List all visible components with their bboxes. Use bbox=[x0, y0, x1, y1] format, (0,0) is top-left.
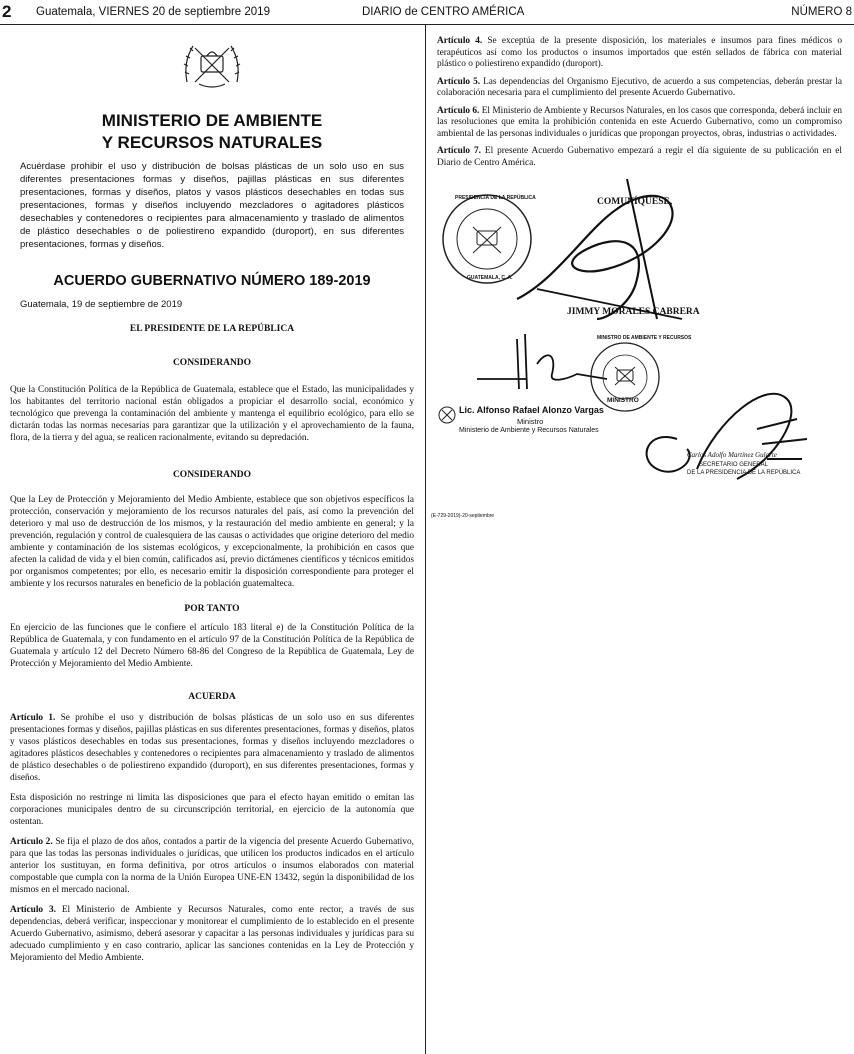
article-5 bbox=[437, 77, 842, 100]
acuerdo-title: ACUERDO GUBERNATIVO NÚMERO 189-2019 bbox=[53, 273, 371, 289]
article-7 bbox=[437, 146, 842, 169]
president-signature bbox=[497, 169, 697, 329]
article-1-text: Se prohíbe el uso y distribución de bolsas plásticas de un solo uso en sus diferentes presentaciones formas y diseños, pajillas plásticas en sus diferentes presentaciones, formas y diseños, platos y vasos plásticos desechables en todas sus presentaciones, formas y diseños incluyendo mezcladores o agitadores plásticos desechables y contenedores o recipientes para almacenamiento y traslado de alimentos de plástico desechables o de poliestireno expandido (duroport), en sus diferentes presentaciones, formas y diseños. bbox=[10, 713, 414, 783]
ministry-line-2: Y RECURSOS NATURALES bbox=[101, 133, 323, 152]
publication-name: DIARIO de CENTRO AMÉRICA bbox=[362, 6, 525, 18]
acuerda-heading: ACUERDA bbox=[188, 692, 236, 702]
article-6-text: El Ministerio de Ambiente y Recursos Naturales, en los casos que corresponda, deberá incluir en las resoluciones que emita la prohibición contenida en este Acuerdo Gubernativo, como un compromiso ambiental de las personas individuales o jurídicas que propongan proyectos, obras, industrias o actividades. bbox=[437, 105, 842, 139]
minister-ministry: Ministerio de Ambiente y Recursos Naturales bbox=[459, 427, 599, 434]
acuerdo-summary: Acuérdase prohibir el uso y distribución de bolsas plásticas de un solo uso en sus diferentes presentaciones formas y diseños, pajillas plásticas en sus diferentes presentaciones, formas y diseños, platos y vasos plásticos desechables en todas sus presentaciones, formas y diseños incluyendo mezcladores o agitadores plásticos desechables y contenedores o recipientes para almacenamiento y traslado de alimentos de plástico desechables o de poliestireno expandido (duroport), en sus diferentes presentaciones, formas y diseños. bbox=[20, 161, 404, 250]
article-2-text: Se fija el plazo de dos años, contados a partir de la vigencia del presente Acuerdo Gubernativo, para que las todas las personas individuales o jurídicas, que utilicen los productos indicados en el artículo anterior los sustituyan, en forma definitiva, por otros artículos o insumos elaborados con material compostable que cumpla con la norma de la Unión Europea UNE-EN 13432, según la disponibilidad de los mismos en el mercado nacional. bbox=[10, 837, 414, 895]
por-tanto-text: En ejercicio de las funciones que le confiere el artículo 183 literal e) de la Constitución Política de la República de Guatemala, y con fundamento en el artículo 97 de la Constitución Política de la República de Guatemala y artículo 12 del Decreto Número 68-86 del Congreso de la República de Guatemala, Ley de Protección y Mejoramiento del Medio Ambiente. bbox=[10, 623, 414, 669]
secretary-title-2: DE LA PRESIDENCIA DE LA REPÚBLICA bbox=[687, 470, 801, 476]
issue-number: NÚMERO 8 bbox=[791, 6, 852, 18]
article-3 bbox=[10, 904, 414, 964]
presidency-seal-bottom: GUATEMALA, C. A. bbox=[467, 275, 513, 281]
article-4 bbox=[437, 36, 842, 71]
article-4-label: Artículo 4. bbox=[437, 36, 483, 46]
page-header bbox=[0, 0, 854, 25]
guatemala-coat-of-arms-icon bbox=[179, 34, 245, 92]
page-number: 2 bbox=[2, 2, 12, 21]
considerando-2-heading: CONSIDERANDO bbox=[172, 470, 252, 480]
secretary-signature bbox=[617, 359, 817, 499]
column-divider bbox=[425, 25, 426, 1054]
minister-title: Ministro bbox=[517, 417, 544, 426]
article-3-label: Artículo 3. bbox=[10, 905, 56, 915]
secretary-title-1: SECRETARIO GENERAL bbox=[699, 462, 768, 468]
considerando-1-text: Que la Constitución Política de la República de Guatemala, establece que el Estado, las municipalidades y los habitantes del territorio nacional están obligados a propiciar el desarrollo social, económico y tecnológico que prevenga la contaminación del ambiente y mantenga el equilibrio ecológico, para ello se dictarán todas las normas necesarias para garantizar que la utilización y el aprovechamiento de la fauna, flora, de la tierra y del agua, se realicen racionalmente, evitando su depredación. bbox=[10, 385, 414, 443]
ministry-seal-text: MINISTRO DE AMBIENTE Y RECURSOS bbox=[597, 335, 692, 341]
article-6 bbox=[437, 106, 842, 141]
ministry-line-1: MINISTERIO DE AMBIENTE bbox=[101, 111, 323, 130]
article-5-text: Las dependencias del Organismo Ejecutivo, de acuerdo a sus competencias, deberán prestar la colaboración necesaria para el cumplimiento del presente Acuerdo Gubernativo. bbox=[437, 76, 843, 98]
president-name: JIMMY MORALES CABRERA bbox=[567, 307, 700, 317]
minister-name: Lic. Alfonso Rafael Alonzo Vargas bbox=[459, 405, 604, 415]
secretary-name: Carlos Adolfo Martínez Gularte bbox=[687, 451, 777, 459]
footer-code: (E-729-2019)-20-septiembre bbox=[431, 513, 495, 519]
president-heading: EL PRESIDENTE DE LA REPÚBLICA bbox=[129, 324, 295, 334]
signature-block bbox=[431, 169, 842, 529]
left-column bbox=[10, 30, 414, 964]
article-1-label: Artículo 1. bbox=[10, 713, 56, 723]
presidency-seal-text: PRESIDENCIA DE LA REPÚBLICA bbox=[455, 195, 536, 201]
right-column bbox=[431, 36, 843, 529]
acuerdo-date: Guatemala, 19 de septiembre de 2019 bbox=[20, 299, 183, 310]
por-tanto-heading: POR TANTO bbox=[184, 604, 240, 614]
article-6-label: Artículo 6. bbox=[437, 105, 480, 116]
considerando-2-text: Que la Ley de Protección y Mejoramiento del Medio Ambiente, establece que son objetivos específicos la protección, conservación y mejoramiento de los recursos naturales del país, así como la prevención del deterioro y mal uso de destrucción de los mismos, y la restauración del medio ambiente en general; y la prevención, regulación y control de cualesquiera de las causas o actividades que origine deterioro del medio ambiente y contaminación de los sistemas ecológicos, y excepcionalmente, la prohibición en casos que afecten la calidad de vida y el bien común, calificados así, previo dictámenes científicos y técnicos emitidos por organismos competentes; por ello, es necesario emitir la disposición correspondiente para proteger el ambiente y los recursos naturales en beneficio de la población guatemalteca. bbox=[10, 495, 414, 589]
header-date: Guatemala, VIERNES 20 de septiembre 2019 bbox=[36, 6, 270, 18]
article-1 bbox=[10, 712, 414, 784]
article-4-text: Se exceptúa de la presente disposición, los materiales e insumos para fines médicos o terapéuticos así como los productos o insumos importados que estén sellados de fábrica con material plástico o poliestireno expandido (duroport). bbox=[437, 36, 842, 69]
article-2 bbox=[10, 836, 414, 896]
article-3-text: El Ministerio de Ambiente y Recursos Naturales, como ente rector, a través de sus dependencias, deberá verificar, inspeccionar y monitorear el cumplimiento de lo establecido en el presente Acuerdo Gubernativo, asimismo, deberá asesorar y capacitar a las personas individuales y jurídicas para su adecuado cumplimiento y en caso contrario, aplicar las sanciones contenidas en la Ley de Protección y Mejoramiento del Medio Ambiente. bbox=[10, 905, 415, 963]
article-7-text: El presente Acuerdo Gubernativo empezará a regir el día siguiente de su publicación en el Diario de Centro América. bbox=[437, 146, 842, 168]
ministry-title bbox=[10, 110, 414, 154]
article-7-label: Artículo 7. bbox=[437, 146, 481, 156]
comuniquese: COMUNÍQUESE, bbox=[597, 197, 673, 207]
article-5-label: Artículo 5. bbox=[437, 76, 481, 87]
considerando-1-heading: CONSIDERANDO bbox=[172, 358, 252, 368]
ministry-seal-bottom: MINISTRO bbox=[607, 397, 639, 404]
article-1-paragraph-2: Esta disposición no restringe ni limita las disposiciones que para el efecto hayan emitido o emitan las corporaciones municipales dentro de su circunscripción territorial, en ejercicio de la autonomía que ostentan. bbox=[10, 793, 414, 827]
article-2-label: Artículo 2. bbox=[10, 837, 53, 847]
